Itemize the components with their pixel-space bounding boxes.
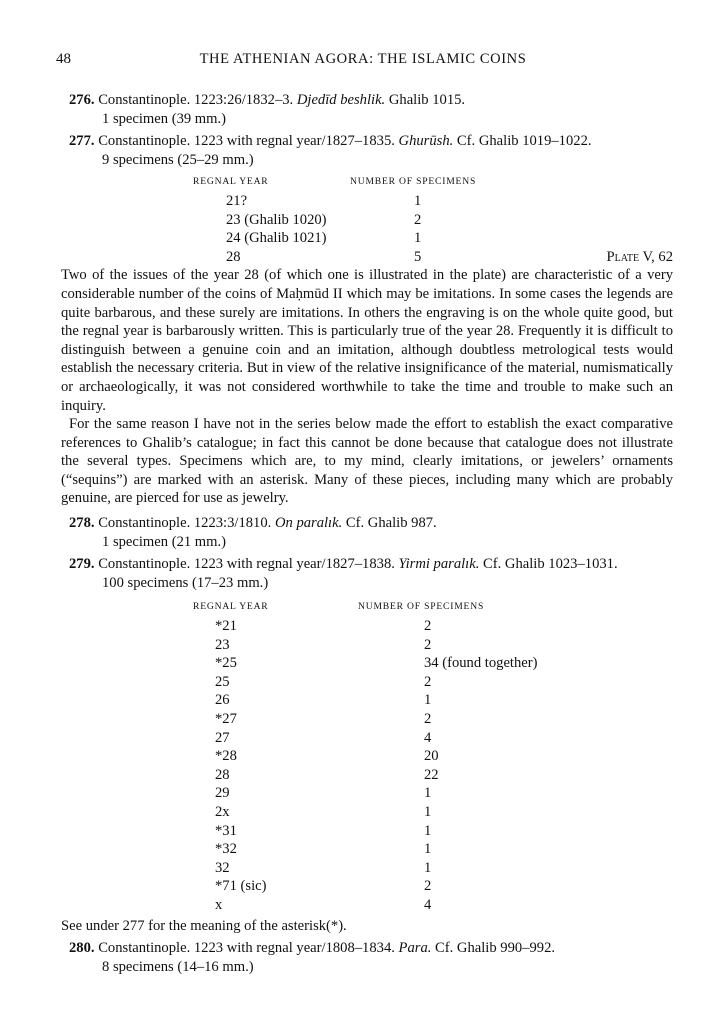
plate-reference: Plate V, 62 [606, 248, 673, 265]
specimen-count-cell: 1 [424, 841, 432, 858]
entry-reference: Ghalib 1015. [385, 92, 466, 108]
specimen-count: 8 specimens (14–16 mm.) [102, 958, 254, 975]
specimen-count-cell: 2 [424, 878, 432, 895]
catalog-entry-279 [69, 555, 673, 592]
entry-number: 279. [69, 556, 95, 573]
specimen-count: 1 specimen (21 mm.) [102, 533, 227, 550]
specimen-count: 1 specimen (39 mm.) [102, 110, 227, 127]
specimen-count-cell: 4 [424, 729, 432, 746]
regnal-table-277-wrapper [69, 173, 673, 266]
catalog-entry-277 [69, 132, 673, 169]
entry-description: Constantinople. 1223 with regnal year/1808–1834. [94, 940, 399, 957]
table-row [193, 784, 537, 803]
table-row [193, 636, 537, 655]
regnal-table-279-body [193, 617, 537, 915]
coin-type: Yirmi paralık. [398, 556, 480, 573]
regnal-year-cell: 32 [215, 859, 230, 876]
column-header-specimens: NUMBER OF SPECIMENS [350, 176, 477, 188]
table-row [193, 859, 537, 878]
table-row [193, 803, 537, 822]
table-row [193, 248, 476, 267]
entry-reference: Cf. Ghalib 990–992. [431, 940, 556, 957]
table-row [193, 766, 537, 785]
specimen-count-cell: 1 [424, 785, 432, 802]
catalog-entry-278 [69, 514, 673, 551]
specimen-count-cell: 20 [424, 748, 439, 765]
table-row [193, 747, 537, 766]
regnal-year-cell: 29 [215, 785, 230, 802]
specimen-count-cell: 4 [424, 896, 432, 913]
entry-description: Constantinople. 1223 with regnal year/1827–1835. [94, 133, 399, 150]
coin-type: On paralık. [274, 515, 343, 532]
regnal-year-cell: *25 [215, 655, 237, 672]
coin-type: Ghurūsh. [398, 133, 454, 150]
specimen-count-cell: 2 [424, 711, 432, 727]
specimen-count-cell: 2 [414, 211, 422, 228]
coin-type: Para. [398, 940, 432, 957]
table-row [193, 229, 476, 248]
table-row [193, 840, 537, 859]
column-header-regnal-year: REGNAL YEAR [193, 176, 269, 188]
table-row [193, 877, 537, 896]
regnal-year-cell: 28 [215, 766, 230, 783]
regnal-year-cell: *21 [215, 618, 237, 635]
table-row [193, 673, 537, 692]
entry-description: Constantinople. 1223 with regnal year/1827–1838. [94, 556, 399, 573]
regnal-year-cell: *71 (sic) [215, 878, 267, 895]
specimen-count-cell: 1 [424, 859, 432, 876]
regnal-table-277 [193, 173, 476, 266]
table-row [193, 896, 537, 915]
regnal-year-cell: *31 [215, 822, 237, 839]
regnal-year-cell: x [215, 896, 223, 913]
specimen-count-cell: 1 [414, 192, 422, 209]
regnal-year-cell: *32 [215, 841, 237, 858]
entry-number: 276. [69, 92, 95, 108]
column-header-regnal-year: REGNAL YEAR [193, 601, 269, 613]
table-row [193, 822, 537, 841]
regnal-year-cell: *28 [215, 748, 237, 765]
regnal-year-cell: 24 (Ghalib 1021) [226, 230, 327, 247]
regnal-year-cell: 27 [215, 729, 230, 746]
specimen-count-cell: 2 [424, 673, 432, 690]
specimen-count-cell: 1 [424, 803, 432, 820]
regnal-year-cell: 23 (Ghalib 1020) [226, 211, 327, 228]
specimen-count-cell: 5 [414, 248, 422, 265]
regnal-year-cell: *27 [215, 711, 237, 727]
table-header-row [193, 598, 537, 617]
entry-number: 280. [69, 940, 95, 957]
table-row [193, 729, 537, 748]
specimen-count-cell: 1 [414, 230, 422, 247]
entry-reference: Cf. Ghalib 987. [342, 515, 437, 532]
regnal-table-279 [193, 598, 537, 914]
entry-description: Constantinople. 1223:26/1832–3. [94, 92, 297, 108]
column-header-specimens: NUMBER OF SPECIMENS [358, 601, 485, 613]
asterisk-note: See under 277 for the meaning of the asterisk(*). [61, 917, 347, 934]
entry-reference: Cf. Ghalib 1023–1031. [479, 556, 618, 573]
specimen-count-cell: 1 [424, 692, 432, 709]
specimen-count-cell: 22 [424, 766, 439, 783]
page-content [61, 91, 673, 976]
specimen-count: 100 specimens (17–23 mm.) [102, 574, 269, 591]
table-row [193, 211, 476, 230]
specimen-count: 9 specimens (25–29 mm.) [102, 151, 254, 168]
page-header [56, 50, 670, 72]
regnal-year-cell: 28 [226, 248, 241, 265]
catalog-entry-276 [69, 91, 673, 128]
table-row [193, 710, 537, 729]
table-row [193, 617, 537, 636]
specimen-count-cell: 2 [424, 618, 432, 635]
regnal-year-cell: 23 [215, 636, 230, 653]
page-number: 48 [56, 51, 71, 67]
table-row [193, 192, 476, 211]
entry-description: Constantinople. 1223:3/1810. [94, 515, 275, 532]
regnal-year-cell: 2x [215, 803, 230, 820]
entry-number: 278. [69, 515, 95, 532]
running-title: THE ATHENIAN AGORA: THE ISLAMIC COINS [199, 51, 527, 67]
regnal-year-cell: 21? [226, 192, 248, 209]
table-row [193, 654, 537, 673]
specimen-count-cell: 2 [424, 636, 432, 653]
regnal-year-cell: 25 [215, 673, 230, 690]
commentary-paragraph-1: Two of the issues of the year 28 (of which one is illustrated in the plate) are characteristic of a very considerable number of the coins of Maḥmūd II which may be imitations. In some cases the legends are quite barbarous, and these surely are imitations. In others the engraving is on the whole quite good, but the regnal year is barbarously written. This is particularly true of the year 28. Frequently it is difficult to distinguish between a genuine coin and an imitation, although doubtless metrological tests would establish the necessary criteria. But in view of the relative insignificance of the material, numismatically or archaeologically, it was not considered worthwhile to take the time and trouble to make such an inquiry. [61, 267, 673, 414]
coin-type: Djedīd beshlik. [296, 92, 386, 108]
specimen-count-cell: 34 (found together) [424, 655, 538, 672]
table-header-row [193, 173, 476, 192]
commentary-paragraph-2: For the same reason I have not in the series below made the effort to establish the exact comparative references to Ghalib’s catalogue; in fact this cannot be done because that catalogue does not illustrate the several types. Specimens which are, to my mind, clearly imitations, or jewelers’ ornaments (“sequins”) are marked with an asterisk. Many of these pieces, including many which are probably genuine, are pierced for use as jewelry. [61, 416, 673, 507]
table-row [193, 691, 537, 710]
catalog-entry-280 [69, 939, 673, 976]
regnal-year-cell: 26 [215, 692, 230, 709]
specimen-count-cell: 1 [424, 822, 432, 839]
entry-number: 277. [69, 133, 95, 150]
entry-reference: Cf. Ghalib 1019–1022. [453, 133, 592, 150]
